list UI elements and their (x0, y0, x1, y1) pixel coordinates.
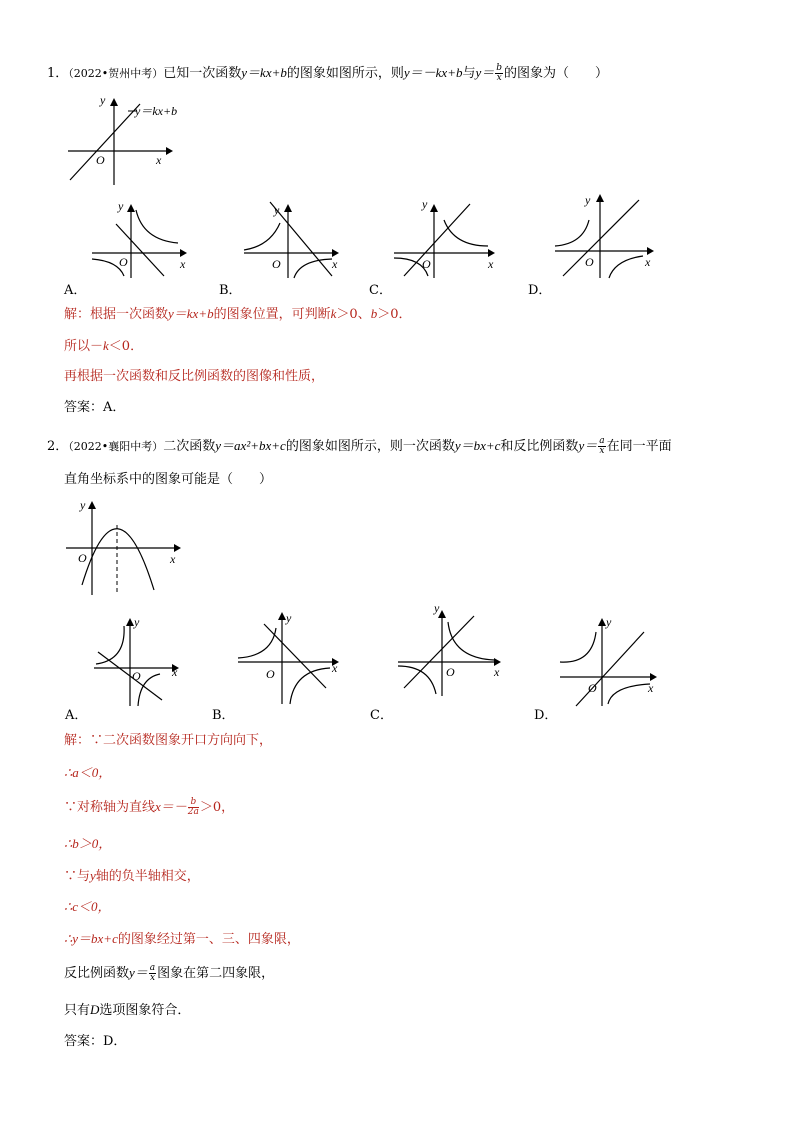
svg-text:x: x (170, 552, 176, 566)
graph-label: y＝kx+b (135, 104, 178, 118)
svg-text:y: y (606, 615, 612, 629)
q2-solution-line-7: ∴y＝bx+c的图象经过第一、三、四象限， (64, 931, 300, 947)
svg-text:x: x (494, 665, 500, 679)
q2-option-c[interactable]: C． (370, 708, 393, 723)
svg-text:y: y (274, 203, 280, 217)
q2-solution-line-6: ∴c＜0， (64, 899, 111, 914)
q1-option-c[interactable]: C． (369, 283, 392, 298)
svg-text:O: O (585, 255, 594, 269)
q2-fraction: $\frac{a}{x}$ (599, 436, 605, 456)
q1-option-c-graph (392, 198, 507, 278)
svg-text:y: y (80, 498, 86, 512)
q2-option-b[interactable]: B． (212, 708, 235, 723)
q1-number: 1． (47, 66, 69, 81)
q2-stem: 2．（2022•襄阳中考）二次函数y＝ax²+bx+c的图象如图所示，则一次函数y＝bx+c和反比例函数y＝ $\frac{a}{x}$ 在同一平面 (47, 436, 672, 456)
q1-option-d[interactable]: D． (528, 283, 552, 298)
svg-text:O: O (119, 255, 128, 269)
q1-option-a[interactable]: A． (64, 283, 87, 298)
q1-main-graph (60, 92, 200, 192)
svg-text:y: y (585, 193, 591, 207)
q2-solution-line-5: ∵与y轴的负半轴相交， (64, 868, 200, 884)
svg-text:y: y (118, 199, 124, 213)
origin-label: O (96, 153, 105, 167)
q1-stem: 1．（2022•贺州中考）已知一次函数y＝kx+b的图象如图所示，则y＝－kx+b与y＝ $\frac{b}{x}$ 的图象为（ ） (47, 63, 609, 83)
q1-source: （2022•贺州中考） (68, 67, 164, 80)
q1-solution-line-1: 解：根据一次函数y＝kx+b的图象位置，可判断k＞0、b＞0． (64, 306, 412, 322)
q1-option-b-graph (240, 198, 350, 278)
svg-text:x: x (332, 661, 338, 675)
svg-text:O: O (588, 681, 597, 695)
q1-solution-line-2: 所以－k＜0． (64, 338, 144, 354)
svg-text:y: y (286, 611, 292, 625)
q1-option-d-graph (553, 190, 663, 280)
svg-text:O: O (422, 257, 431, 271)
svg-text:O: O (132, 669, 141, 683)
svg-text:O: O (266, 667, 275, 681)
q1-option-a-graph (88, 198, 198, 278)
q2-number: 2． (47, 439, 69, 454)
q1-solution-line-3: 再根据一次函数和反比例函数的图像和性质， (64, 369, 325, 384)
svg-text:O: O (78, 551, 87, 565)
svg-text:O: O (272, 257, 281, 271)
svg-text:x: x (648, 681, 654, 695)
svg-text:x: x (645, 255, 651, 269)
q2-option-b-graph (234, 606, 349, 706)
svg-text:y: y (422, 197, 428, 211)
q2-stem-line-2: 直角坐标系中的图象可能是（ ） (64, 472, 273, 487)
svg-text:x: x (172, 665, 178, 679)
svg-text:O: O (446, 665, 455, 679)
q1-fraction: $\frac{b}{x}$ (496, 63, 503, 83)
q2-main-graph (62, 495, 192, 600)
axis-y-label: y (100, 93, 106, 107)
axis-x-label: x (156, 153, 162, 167)
q2-solution-line-1: 解：∵二次函数图象开口方向向下， (64, 733, 273, 748)
svg-text:y: y (434, 601, 440, 615)
q2-solution-line-4: ∴b＞0， (64, 836, 112, 851)
svg-text:y: y (134, 615, 140, 629)
svg-text:x: x (332, 257, 338, 271)
q2-option-d[interactable]: D． (534, 708, 558, 723)
q2-option-d-graph (556, 612, 666, 707)
q2-solution-line-2: ∴a＜0， (64, 765, 112, 780)
q2-answer: 答案：D． (64, 1034, 127, 1049)
q1-answer: 答案：A． (64, 400, 126, 415)
q1-option-b[interactable]: B． (219, 283, 242, 298)
svg-text:x: x (488, 257, 494, 271)
svg-text:x: x (180, 257, 186, 271)
q2-solution-line-3: ∵对称轴为直线x＝－ $\frac{b}{2a}$ ＞0， (64, 797, 235, 817)
q2-option-a-graph (90, 612, 190, 707)
q2-option-a[interactable]: A． (65, 708, 88, 723)
q2-solution-line-8: 反比例函数y＝ $\frac{a}{x}$ 图象在第二四象限， (64, 963, 275, 983)
q2-option-c-graph (394, 602, 509, 697)
q2-solution-line-9: 只有D选项图象符合． (64, 1002, 191, 1018)
q2-source: （2022•襄阳中考） (68, 440, 164, 453)
